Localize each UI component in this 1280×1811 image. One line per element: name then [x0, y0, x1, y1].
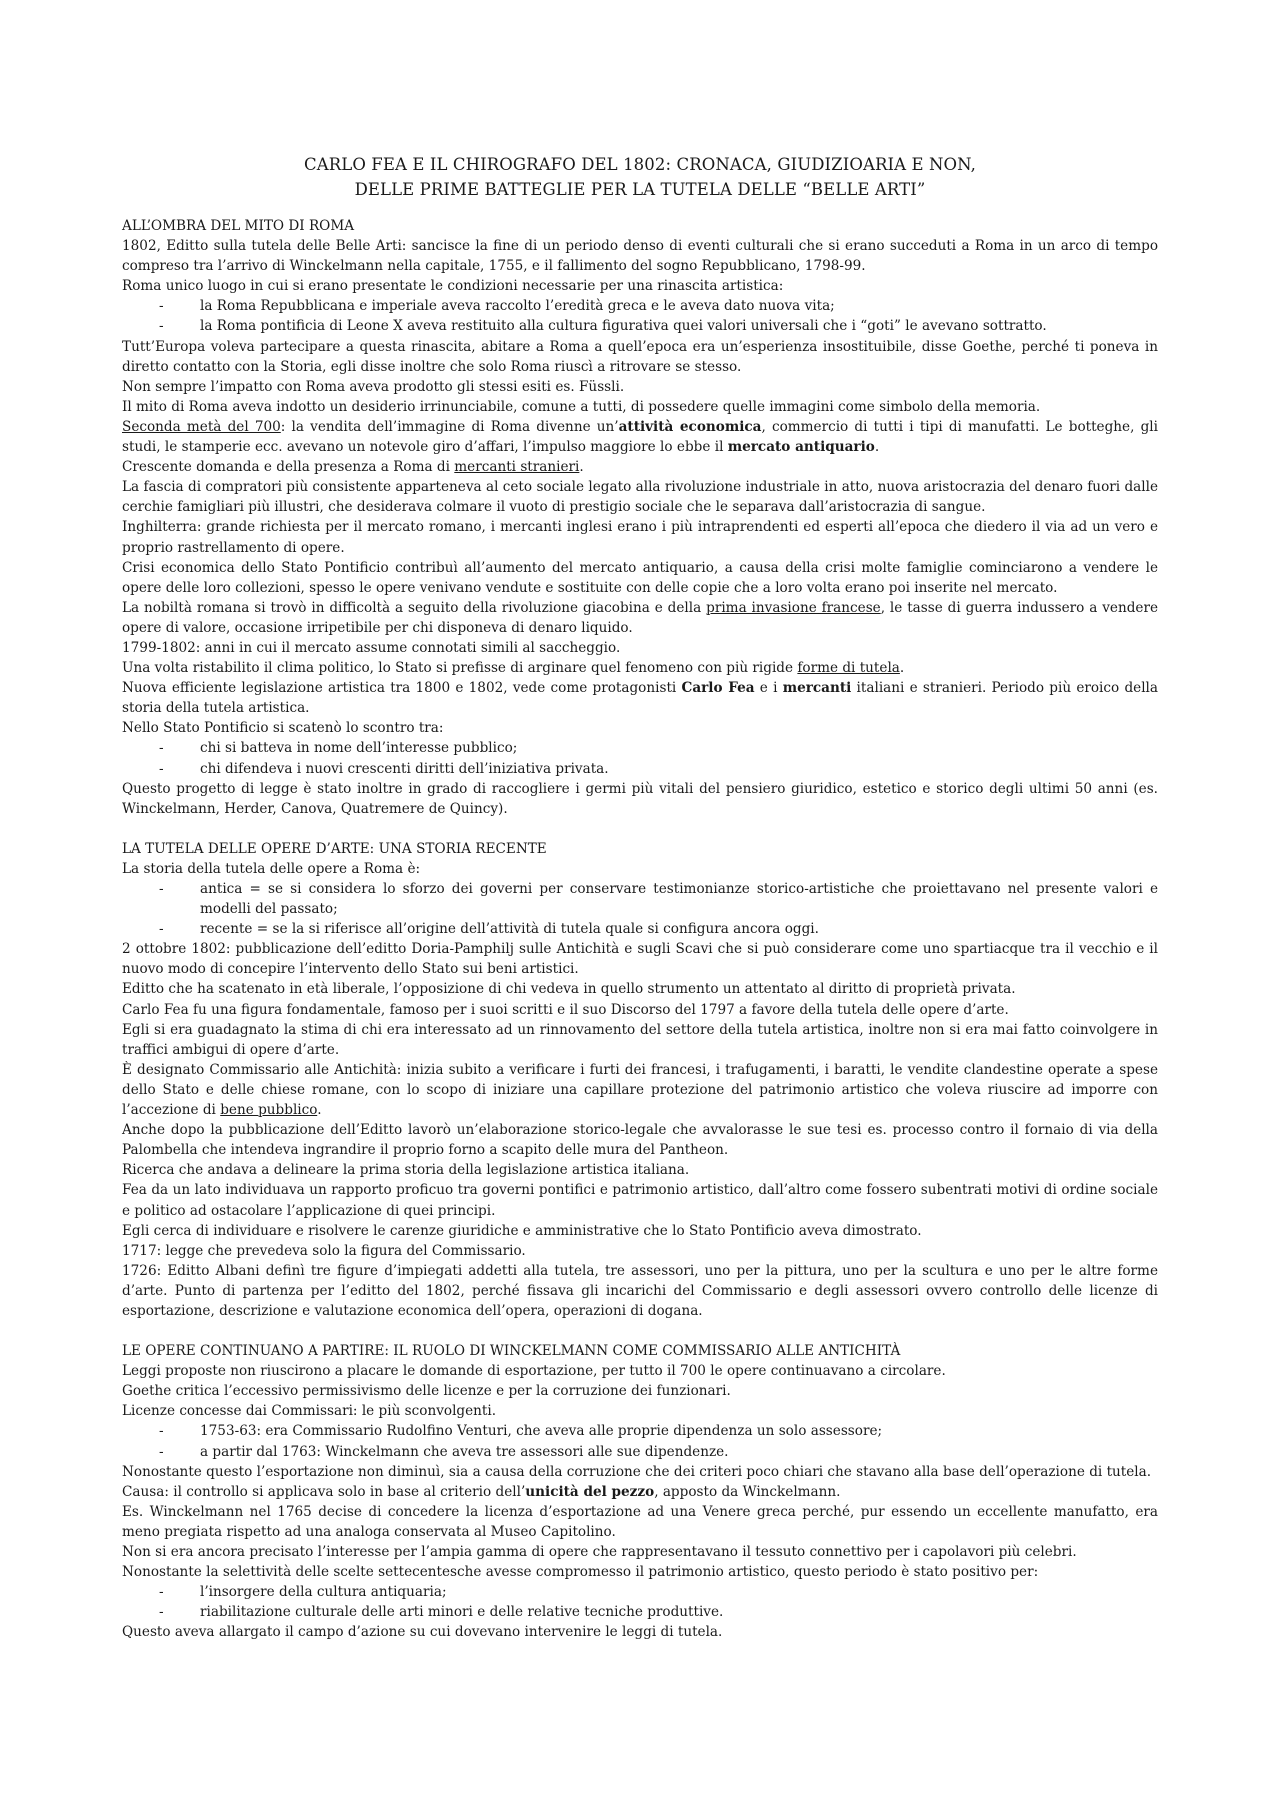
- section-spacer: [122, 1321, 1158, 1341]
- paragraph: Egli si era guadagnato la stima di chi era interessato ad un rinnovamento del settore della tutela artistica, inoltre non si era mai fatto coinvolgere in traffici ambigui di opere d’arte.: [122, 1021, 1158, 1058]
- text-span: .: [899, 660, 905, 677]
- paragraph: Inghilterra: grande richiesta per il mercato romano, i mercanti inglesi erano i più intraprendenti ed esperti all’epoca che diedero il via ad un vero e proprio rastrellamento di opere.: [122, 519, 1158, 556]
- bold-text: mercato antiquario: [727, 439, 875, 456]
- list-item: - la Roma pontificia di Leone X aveva restituito alla cultura figurativa quei valori universali che i “goti” le avevano sottratto.: [200, 316, 1158, 336]
- text-span: La nobiltà romana si trovò in difficoltà a seguito della rivoluzione giacobina e della: [122, 599, 707, 616]
- list-item: - l’insorgere della cultura antiquaria;: [200, 1582, 1158, 1602]
- paragraph: 1802, Editto sulla tutela delle Belle Arti: sancisce la fine di un periodo denso di eventi culturali che si erano succeduti a Roma in un arco di tempo compreso tra l’arrivo di Winckelmann nella capitale, 1755, e il fallimento del sogno Repubblicano, 1798-99.: [122, 238, 1158, 275]
- paragraph: [122, 1482, 1158, 1502]
- title-line-1: CARLO FEA E IL CHIROGRAFO DEL 1802: CRONACA, GIUDIZIOARIA E NON,: [304, 155, 976, 174]
- paragraph: Nonostante questo l’esportazione non diminuì, sia a causa della corruzione che dei criteri poco chiari che stavano alla base dell’operazione di tutela.: [122, 1463, 1152, 1480]
- dash-list: [122, 738, 1158, 778]
- list-item: - chi si batteva in nome dell’interesse pubblico;: [200, 738, 1158, 758]
- paragraph: 1717: legge che prevedeva solo la figura del Commissario.: [122, 1242, 526, 1259]
- text-span: .: [874, 439, 880, 456]
- list-item: - antica = se si considera lo sforzo dei governi per conservare testimonianze storico-artistiche che proiettavano nel presente valori e modelli del passato;: [200, 879, 1158, 919]
- paragraph: [122, 1060, 1158, 1120]
- paragraph: Leggi proposte non riuscirono a placare le domande di esportazione, per tutto il 700 le opere continuavano a circolare.: [122, 1363, 946, 1380]
- text-span: , commercio di tutti i tipi di manufatti. Le botteghe, gli studi, le stamperie ecc. avevano un notevole giro d’affari, l’impulso maggiore lo ebbe il: [122, 418, 1158, 456]
- text-span: e i: [754, 680, 783, 697]
- text-span: Nuova efficiente legislazione artistica tra 1800 e 1802, vede come protagonisti: [122, 680, 682, 697]
- paragraph: [122, 678, 1158, 718]
- title-line-2: DELLE PRIME BATTEGLIE PER LA TUTELA DELLE “BELLE ARTI”: [354, 180, 926, 199]
- paragraph: Carlo Fea fu una figura fondamentale, famoso per i suoi scritti e il suo Discorso del 1797 a favore della tutela delle opere d’arte.: [122, 1001, 1009, 1018]
- paragraph: 1726: Editto Albani definì tre figure d’impiegati addetti alla tutela, tre assessori, uno per la pittura, uno per la scultura e uno per le altre forme d’arte. Punto di partenza per l’editto del 1802, perché fissava gli incarichi del Commissario e degli assessori ovvero controllo delle licenze di esportazione, descrizione e valutazione economica dell’opera, operazioni di dogana.: [122, 1262, 1158, 1319]
- text-span: , apposto da Winckelmann.: [654, 1483, 841, 1500]
- text-span: : la vendita dell’immagine di Roma divenne un’: [280, 418, 619, 435]
- section-spacer: [122, 819, 1158, 839]
- underlined-text: bene pubblico: [220, 1102, 318, 1119]
- list-item: - la Roma Repubblicana e imperiale aveva raccolto l’eredità greca e le aveva dato nuova vita;: [200, 296, 1158, 316]
- bold-text: attività economica: [618, 418, 762, 435]
- dash-list: [122, 1582, 1158, 1622]
- paragraph: Es. Winckelmann nel 1765 decise di concedere la licenza d’esportazione ad una Venere greca perché, pur essendo un eccellente manufatto, era meno pregiata rispetto ad una analoga conservata al Museo Capitolino.: [122, 1503, 1158, 1540]
- paragraph: Non si era ancora precisato l’interesse per l’ampia gamma di opere che rappresentavano il tessuto connettivo per i capolavori più celebri.: [122, 1544, 1077, 1560]
- paragraph: Il mito di Roma aveva indotto un desiderio irrinunciabile, comune a tutti, di possedere quelle immagini come simbolo della memoria.: [122, 398, 1041, 415]
- document-page: [122, 152, 1158, 1642]
- paragraph: Anche dopo la pubblicazione dell’Editto lavorò un’elaborazione storico-legale che avvalorasse le sue tesi es. processo contro il fornaio di via della Palombella che intendeva ingrandire il proprio forno a scapito delle mura del Pantheon.: [122, 1122, 1158, 1159]
- list-item: - 1753-63: era Commissario Rudolfino Venturi, che aveva alle proprie dipendenza un solo assessore;: [200, 1421, 1158, 1441]
- paragraph: 1799-1802: anni in cui il mercato assume connotati simili al saccheggio.: [122, 639, 621, 656]
- paragraph: Questo progetto di legge è stato inoltre in grado di raccogliere i germi più vitali del pensiero giuridico, estetico e storico degli ultimi 50 anni (es. Winckelmann, Herder, Canova, Quatremere de Quincy).: [122, 780, 1158, 817]
- paragraph: [122, 598, 1158, 638]
- paragraph: Licenze concesse dai Commissari: le più sconvolgenti.: [122, 1403, 497, 1420]
- paragraph: Editto che ha scatenato in età liberale, l’opposizione di chi vedeva in quello strumento un attentato al diritto di proprietà privata.: [122, 981, 1016, 998]
- dash-list: [122, 296, 1158, 336]
- paragraph: Roma unico luogo in cui si erano presentate le condizioni necessarie per una rinascita artistica:: [122, 278, 784, 295]
- paragraph: Crisi economica dello Stato Pontificio contribuì all’aumento del mercato antiquario, a causa della crisi molte famiglie cominciarono a vendere le opere delle loro collezioni, spesso le opere venivano vendute e sostituite con delle copie che a loro volta erano poi inserite nel mercato.: [122, 559, 1158, 596]
- list-item: - recente = se la si riferisce all’origine dell’attività di tutela quale si configura ancora oggi.: [200, 919, 1158, 939]
- list-item: - riabilitazione culturale delle arti minori e delle relative tecniche produttive.: [200, 1602, 1158, 1622]
- paragraph: [122, 457, 1158, 477]
- text-span: .: [317, 1102, 322, 1119]
- underlined-text: forme di tutela: [797, 660, 900, 677]
- list-item: - chi difendeva i nuovi crescenti diritti dell’iniziativa privata.: [200, 759, 1158, 779]
- bold-text: unicità del pezzo: [525, 1483, 655, 1500]
- text-span: .: [579, 459, 584, 476]
- section-tutela-storia-recente: [122, 839, 1158, 1321]
- paragraph: La fascia di compratori più consistente apparteneva al ceto sociale legato alla rivoluzione industriale in atto, nuova aristocrazia del denaro fuori dalle cerchie famigliari più illustri, che desiderava colmare il vuoto di prestigio sociale che le separava dall’aristocrazia di sangue.: [122, 479, 1158, 516]
- text-span: Una volta ristabilito il clima politico, lo Stato si prefisse di arginare quel fenomeno con più rigide: [122, 660, 798, 677]
- list-item: - a partir dal 1763: Winckelmann che aveva tre assessori alle sue dipendenze.: [200, 1442, 1158, 1462]
- text-span: italiani e stranieri. Periodo più eroico della storia della tutela artistica.: [122, 680, 1158, 717]
- paragraph: Nonostante la selettività delle scelte settecentesche avesse compromesso il patrimonio artistico, questo periodo è stato positivo per:: [122, 1564, 1039, 1581]
- paragraph: [122, 658, 1158, 678]
- section-heading: LA TUTELA DELLE OPERE D’ARTE: UNA STORIA RECENTE: [122, 840, 547, 857]
- document-title: [122, 152, 1158, 202]
- bold-text: mercanti: [782, 680, 852, 697]
- paragraph: Egli cerca di individuare e risolvere le carenze giuridiche e amministrative che lo Stato Pontificio aveva dimostrato.: [122, 1222, 922, 1239]
- paragraph: Nello Stato Pontificio si scatenò lo scontro tra:: [122, 720, 444, 737]
- paragraph: Ricerca che andava a delineare la prima storia della legislazione artistica italiana.: [122, 1162, 690, 1179]
- text-span: Crescente domanda e della presenza a Roma di: [122, 459, 455, 476]
- paragraph: Non sempre l’impatto con Roma aveva prodotto gli stessi esiti es. Füssli.: [122, 378, 625, 395]
- paragraph: 2 ottobre 1802: pubblicazione dell’editto Doria-Pamphilj sulle Antichità e sugli Scavi che si può considerare come uno spartiacque tra il vecchio e il nuovo modo di concepire l’intervento dello Stato sui beni artistici.: [122, 941, 1158, 978]
- dash-list: [122, 879, 1158, 939]
- dash-list: [122, 1421, 1158, 1461]
- paragraph: Goethe critica l’eccessivo permissivismo delle licenze e per la corruzione dei funzionari.: [122, 1383, 731, 1400]
- underlined-text: mercanti stranieri: [454, 459, 580, 476]
- paragraph: Fea da un lato individuava un rapporto proficuo tra governi pontifici e patrimonio artistico, dall’altro come fossero subentrati motivi di ordine sociale e politico ad ostacolare l’applicazione di quei principi.: [122, 1182, 1158, 1219]
- underlined-text: prima invasione francese: [706, 599, 881, 616]
- section-opere-continuano: [122, 1341, 1158, 1642]
- text-span: È designato Commissario alle Antichità: inizia subito a verificare i furti dei francesi, i trafugamenti, i baratti, le vendite clandestine operate a spese dello Stato e delle chiese romane, con lo scopo di iniziare una capillare protezione del patrimonio artistico che voleva riuscire ad imporre con l’accezione di: [122, 1061, 1158, 1119]
- paragraph: La storia della tutela delle opere a Roma è:: [122, 860, 421, 877]
- paragraph: Questo aveva allargato il campo d’azione su cui dovevano intervenire le leggi di tutela.: [122, 1624, 723, 1641]
- section-heading: LE OPERE CONTINUANO A PARTIRE: IL RUOLO DI WINCKELMANN COME COMMISSARIO ALLE ANTICHITÀ: [122, 1343, 901, 1360]
- text-span: Causa: il controllo si applicava solo in base al criterio dell’: [122, 1483, 526, 1500]
- section-mito-di-roma: [122, 216, 1158, 819]
- paragraph: Tutt’Europa voleva partecipare a questa rinascita, abitare a Roma a quell’epoca era un’esperienza insostituibile, disse Goethe, perché ti poneva in diretto contatto con la Storia, egli disse inoltre che solo Roma riuscì a ritrovare se stesso.: [122, 338, 1158, 375]
- underlined-text: Seconda metà del 700: [122, 418, 281, 435]
- paragraph: [122, 417, 1158, 457]
- section-heading: ALL’OMBRA DEL MITO DI ROMA: [122, 218, 355, 234]
- text-span: , le tasse di guerra indussero a vendere opere di valore, occasione irripetibile per chi disponeva di denaro liquido.: [122, 599, 1158, 636]
- bold-text: Carlo Fea: [681, 680, 755, 697]
